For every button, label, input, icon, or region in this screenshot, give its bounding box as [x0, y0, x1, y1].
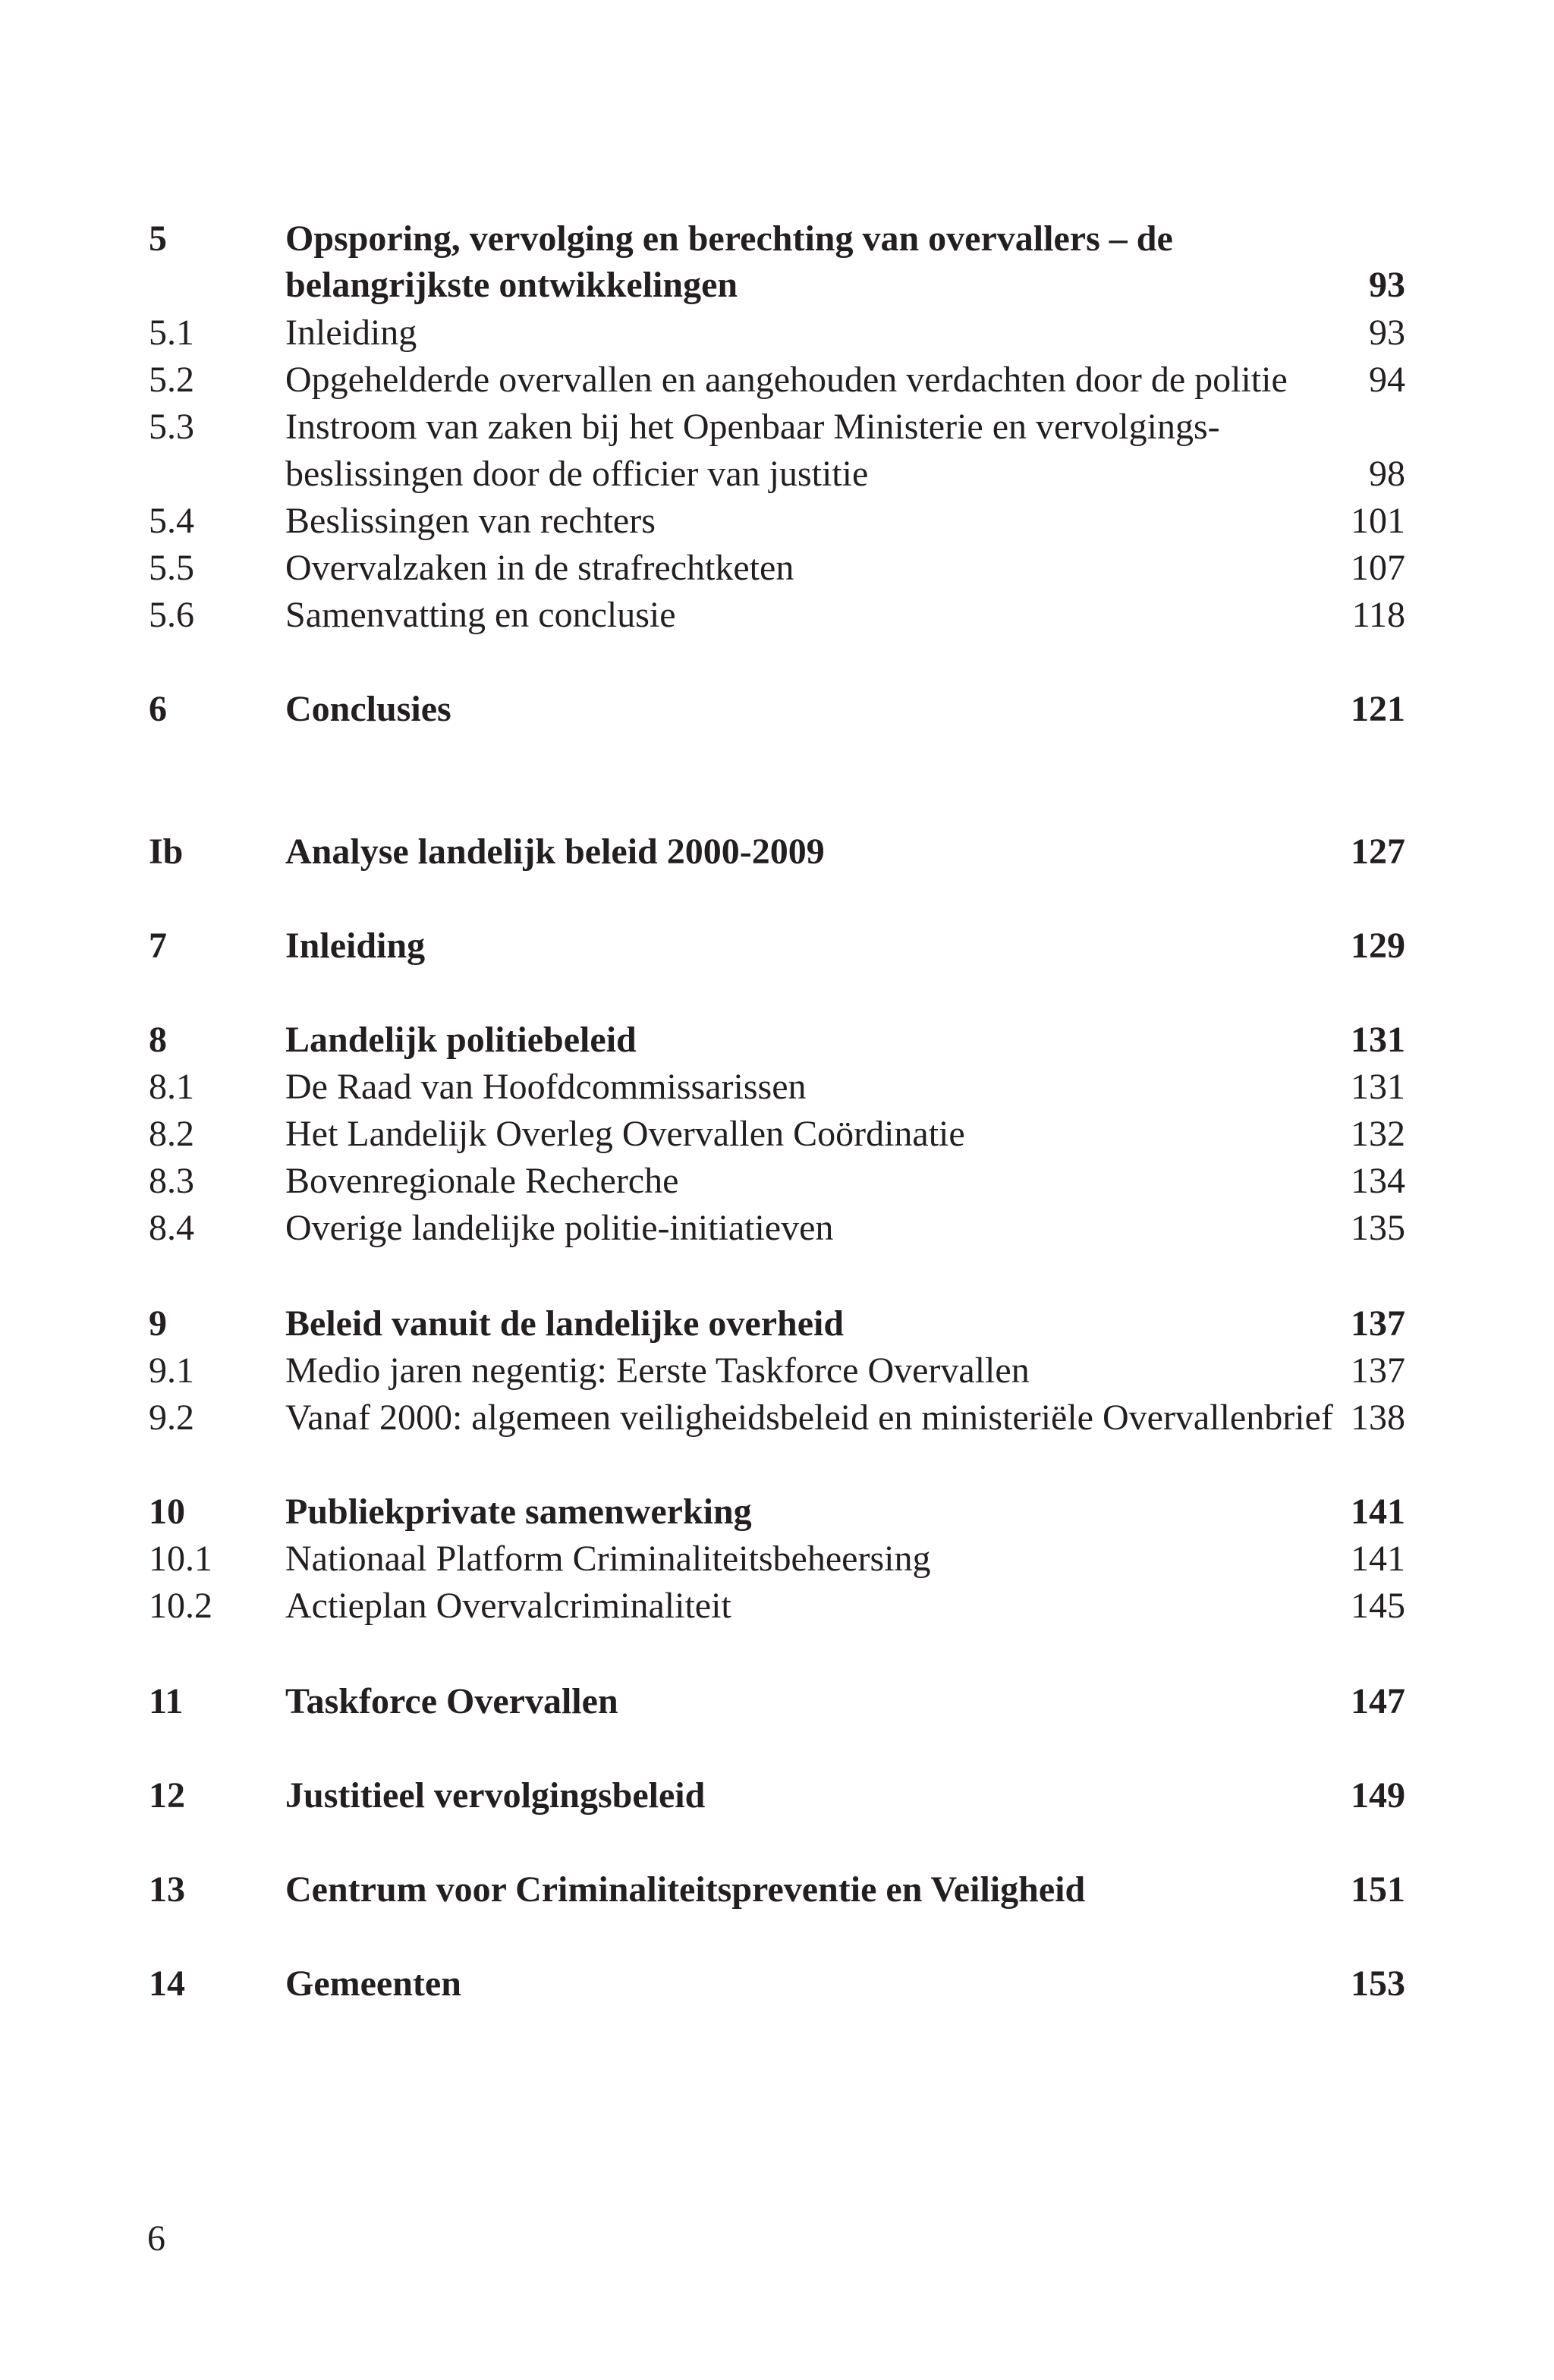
- toc-entry: [0, 828, 1554, 876]
- toc-entry-title: Overvalzaken in de strafrechtketen: [285, 548, 794, 588]
- toc-entry-page: 107: [1351, 548, 1405, 588]
- toc-entry-page: 121: [1351, 689, 1405, 729]
- toc-entry: [0, 1111, 1554, 1158]
- toc-entry-number: 6: [149, 689, 167, 729]
- toc-entry-page: 137: [1351, 1303, 1405, 1344]
- toc-entry: [0, 1064, 1554, 1111]
- toc-entry: [0, 215, 1554, 263]
- toc-entry-title: Opgehelderde overvallen en aangehouden verdachten door de politie: [285, 360, 1288, 400]
- toc-entry-page: 131: [1351, 1020, 1405, 1060]
- toc-entry-page: 98: [1369, 454, 1405, 494]
- toc-entry: [0, 1158, 1554, 1205]
- toc-entry-title: Instroom van zaken bij het Openbaar Ministerie en vervolgings-: [285, 407, 1220, 447]
- toc-entry: [0, 1866, 1554, 1913]
- toc-entry-title: Conclusies: [285, 689, 451, 729]
- toc-entry-number: 5.5: [149, 548, 194, 588]
- toc-entry-number: 5: [149, 219, 167, 259]
- toc-entry: [0, 1300, 1554, 1347]
- toc-entry-title: Inleiding: [285, 926, 426, 966]
- toc-entry-number: 9.1: [149, 1350, 194, 1391]
- toc-entry-page: 129: [1351, 926, 1405, 966]
- toc-entry-number: 8.3: [149, 1161, 194, 1201]
- toc-entry: [0, 262, 1554, 309]
- toc-entry-number: 10.2: [149, 1586, 212, 1626]
- toc-entry-title: Opsporing, vervolging en berechting van overvallers – de: [285, 219, 1173, 259]
- toc-entry-number: Ib: [149, 832, 184, 872]
- toc-entry-number: 12: [149, 1775, 185, 1816]
- toc-entry-page: 149: [1351, 1775, 1405, 1816]
- toc-entry-number: 8.1: [149, 1067, 194, 1107]
- toc-entry: [0, 1394, 1554, 1442]
- toc-entry-title: Taskforce Overvallen: [285, 1681, 618, 1721]
- toc-entry-title: Overige landelijke politie-initiatieven: [285, 1208, 834, 1248]
- toc-entry-number: 13: [149, 1869, 185, 1910]
- toc-entry-title: Inleiding: [285, 313, 417, 353]
- toc-entry-number: 14: [149, 1963, 185, 2004]
- toc-entry-title: Vanaf 2000: algemeen veiligheidsbeleid en ministeriële Overvallenbrief: [285, 1398, 1333, 1438]
- toc-entry: [0, 1678, 1554, 1725]
- toc-entry-number: 5.6: [149, 595, 194, 635]
- toc-entry-page: 93: [1369, 265, 1405, 305]
- toc-entry-page: 135: [1351, 1208, 1405, 1248]
- toc-entry: [0, 923, 1554, 970]
- toc-entry-page: 141: [1351, 1539, 1405, 1579]
- toc-entry-title: Justitieel vervolgingsbeleid: [285, 1775, 706, 1816]
- toc-entry-title: Het Landelijk Overleg Overvallen Coördinatie: [285, 1114, 965, 1154]
- toc-entry-number: 9.2: [149, 1398, 194, 1438]
- toc-entry-number: 8.4: [149, 1208, 194, 1248]
- toc-entry-title: Nationaal Platform Criminaliteitsbeheersing: [285, 1539, 931, 1579]
- toc-entry-number: 10.1: [149, 1539, 212, 1579]
- toc-entry: [0, 592, 1554, 639]
- toc-entry-title: beslissingen door de officier van justitie: [285, 454, 869, 494]
- toc-entry: [0, 404, 1554, 451]
- toc-entry-page: 134: [1351, 1161, 1405, 1201]
- toc-entry-number: 5.4: [149, 501, 194, 541]
- toc-entry-number: 8.2: [149, 1114, 194, 1154]
- toc-entry-page: 94: [1369, 360, 1405, 400]
- toc-entry-title: Analyse landelijk beleid 2000-2009: [285, 832, 825, 872]
- toc-entry-title: Actieplan Overvalcriminaliteit: [285, 1586, 731, 1626]
- toc-entry-page: 153: [1351, 1963, 1405, 2004]
- toc-entry-page: 101: [1351, 501, 1405, 541]
- toc-entry: [0, 498, 1554, 545]
- toc-entry: [0, 686, 1554, 733]
- toc-entry-title: Centrum voor Criminaliteitspreventie en Veiligheid: [285, 1869, 1086, 1910]
- toc-entry: [0, 545, 1554, 592]
- toc-entry-title: De Raad van Hoofdcommissarissen: [285, 1067, 807, 1107]
- toc-entry-title: Bovenregionale Recherche: [285, 1161, 679, 1201]
- toc-entry-page: 137: [1351, 1350, 1405, 1391]
- toc-entry-number: 5.3: [149, 407, 194, 447]
- toc-entry: [0, 357, 1554, 404]
- toc-entry: [0, 1347, 1554, 1394]
- toc-entry-number: 11: [149, 1681, 184, 1721]
- toc-entry-number: 5.1: [149, 313, 194, 353]
- toc-entry-title: Publiekprivate samenwerking: [285, 1492, 752, 1532]
- toc-entry-page: 127: [1351, 832, 1405, 872]
- toc-entry: [0, 1489, 1554, 1536]
- toc-entry-page: 141: [1351, 1492, 1405, 1532]
- toc-entry: [0, 1017, 1554, 1064]
- toc-entry: [0, 1960, 1554, 2007]
- toc-entry-page: 118: [1351, 595, 1405, 635]
- toc-entry-page: 151: [1351, 1869, 1405, 1910]
- toc-entry-page: 145: [1351, 1586, 1405, 1626]
- toc-entry-page: 132: [1351, 1114, 1405, 1154]
- toc-entry-number: 5.2: [149, 360, 194, 400]
- toc-entry-title: belangrijkste ontwikkelingen: [285, 265, 738, 305]
- toc-entry: [0, 451, 1554, 498]
- toc-entry-page: 131: [1351, 1067, 1405, 1107]
- toc-entry-title: Beleid vanuit de landelijke overheid: [285, 1303, 845, 1344]
- toc-entry: [0, 1772, 1554, 1819]
- toc-entry-page: 138: [1351, 1398, 1405, 1438]
- toc-entry-number: 7: [149, 926, 167, 966]
- toc-entry-page: 93: [1369, 313, 1405, 353]
- toc-entry-number: 8: [149, 1020, 167, 1060]
- toc-entry-title: Landelijk politiebeleid: [285, 1020, 637, 1060]
- toc-entry-page: 147: [1351, 1681, 1405, 1721]
- toc-entry-title: Gemeenten: [285, 1963, 461, 2004]
- toc-entry: [0, 1205, 1554, 1252]
- page-number: 6: [147, 2218, 165, 2259]
- toc-entry: [0, 1536, 1554, 1583]
- toc-entry-title: Medio jaren negentig: Eerste Taskforce Overvallen: [285, 1350, 1030, 1391]
- toc-entry-title: Beslissingen van rechters: [285, 501, 656, 541]
- toc-entry: [0, 310, 1554, 357]
- toc-entry-number: 10: [149, 1492, 185, 1532]
- toc-entry: [0, 1583, 1554, 1630]
- toc-entry-number: 9: [149, 1303, 167, 1344]
- toc-entry-title: Samenvatting en conclusie: [285, 595, 676, 635]
